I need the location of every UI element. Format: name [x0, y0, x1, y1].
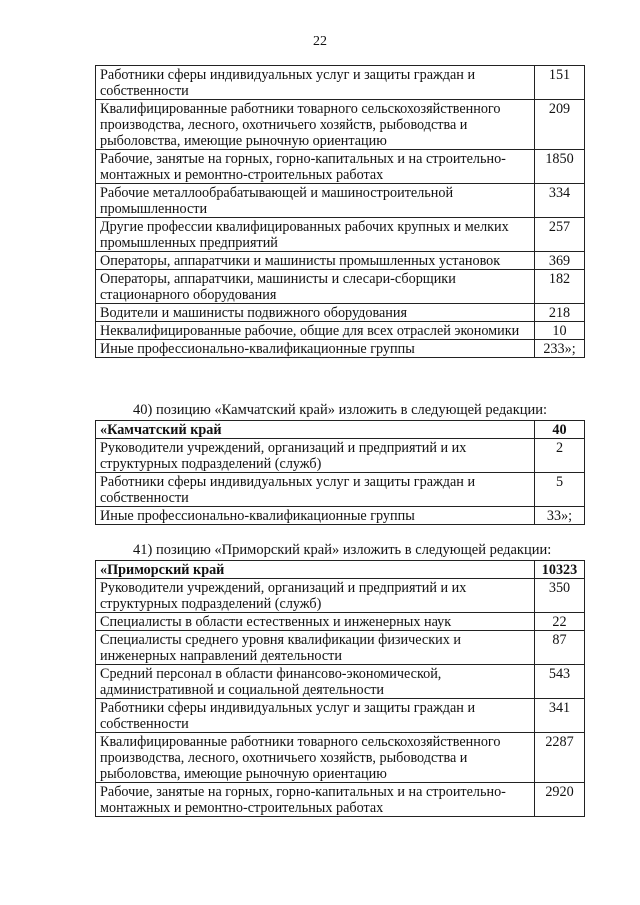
page-number: 22 — [313, 34, 327, 49]
primorsky-table — [95, 560, 585, 817]
paragraph-40-kamchatka: 40) позицию «Камчатский край» изложить в следующей редакции: — [133, 402, 548, 418]
table-row — [96, 218, 585, 252]
row-value: 257 — [535, 218, 585, 252]
row-value: 543 — [535, 665, 585, 699]
row-value: 22 — [535, 613, 585, 631]
row-label: Рабочие, занятые на горных, горно-капитальных и на строительно-монтажных и ремонтно-строительных работах — [96, 783, 535, 817]
table-row — [96, 340, 585, 358]
region-total: 10323 — [535, 561, 585, 579]
kamchatka-table — [95, 420, 585, 525]
table2-body — [96, 421, 585, 525]
table-row — [96, 473, 585, 507]
row-value: 341 — [535, 699, 585, 733]
table-row — [96, 507, 585, 525]
table-row — [96, 613, 585, 631]
table-row — [96, 270, 585, 304]
row-label: Водители и машинисты подвижного оборудования — [96, 304, 535, 322]
table-row — [96, 733, 585, 783]
row-value: 2920 — [535, 783, 585, 817]
table-row — [96, 579, 585, 613]
table-header-row — [96, 421, 585, 439]
row-label: Неквалифицированные рабочие, общие для всех отраслей экономики — [96, 322, 535, 340]
row-label: Другие профессии квалифицированных рабочих крупных и мелких промышленных предприятий — [96, 218, 535, 252]
row-label: Специалисты в области естественных и инженерных наук — [96, 613, 535, 631]
row-label: Специалисты среднего уровня квалификации физических и инженерных направлений деятельности — [96, 631, 535, 665]
region-total: 40 — [535, 421, 585, 439]
region-name: «Приморский край — [96, 561, 535, 579]
row-value: 233»; — [535, 340, 585, 358]
row-value: 10 — [535, 322, 585, 340]
row-value: 218 — [535, 304, 585, 322]
table-row — [96, 184, 585, 218]
row-value: 5 — [535, 473, 585, 507]
table3-body — [96, 561, 585, 817]
row-label: Квалифицированные работники товарного сельскохозяйственного производства, лесного, охотничьего хозяйств, рыбоводства и рыболовства, имеющие рыночную ориентацию — [96, 100, 535, 150]
table-row — [96, 150, 585, 184]
table-row — [96, 699, 585, 733]
row-label: Средний персонал в области финансово-экономической, административной и социальной деятельности — [96, 665, 535, 699]
row-value: 369 — [535, 252, 585, 270]
table-row — [96, 631, 585, 665]
table-header-row — [96, 561, 585, 579]
table-row — [96, 252, 585, 270]
row-label: Руководители учреждений, организаций и предприятий и их структурных подразделений (служб) — [96, 439, 535, 473]
row-value: 151 — [535, 66, 585, 100]
table-row — [96, 439, 585, 473]
row-label: Иные профессионально-квалификационные группы — [96, 340, 535, 358]
table-row — [96, 783, 585, 817]
row-value: 209 — [535, 100, 585, 150]
table-row — [96, 665, 585, 699]
row-label: Иные профессионально-квалификационные группы — [96, 507, 535, 525]
row-value: 2 — [535, 439, 585, 473]
row-value: 33»; — [535, 507, 585, 525]
row-label: Рабочие металлообрабатывающей и машиностроительной промышленности — [96, 184, 535, 218]
table-row — [96, 322, 585, 340]
row-label: Квалифицированные работники товарного сельскохозяйственного производства, лесного, охотничьего хозяйств, рыбоводства и рыболовства, имеющие рыночную ориентацию — [96, 733, 535, 783]
row-value: 87 — [535, 631, 585, 665]
paragraph-41-primorsky: 41) позицию «Приморский край» изложить в следующей редакции: — [133, 542, 552, 558]
row-label: Рабочие, занятые на горных, горно-капитальных и на строительно-монтажных и ремонтно-строительных работах — [96, 150, 535, 184]
table-row — [96, 66, 585, 100]
table-row — [96, 304, 585, 322]
table1-body — [96, 66, 585, 358]
occupations-table-continued — [95, 65, 585, 358]
region-name: «Камчатский край — [96, 421, 535, 439]
row-value: 182 — [535, 270, 585, 304]
row-label: Работники сферы индивидуальных услуг и защиты граждан и собственности — [96, 66, 535, 100]
row-label: Операторы, аппаратчики и машинисты промышленных установок — [96, 252, 535, 270]
row-value: 350 — [535, 579, 585, 613]
row-label: Работники сферы индивидуальных услуг и защиты граждан и собственности — [96, 473, 535, 507]
row-value: 1850 — [535, 150, 585, 184]
row-value: 334 — [535, 184, 585, 218]
row-label: Операторы, аппаратчики, машинисты и слесари-сборщики стационарного оборудования — [96, 270, 535, 304]
table-row — [96, 100, 585, 150]
row-label: Руководители учреждений, организаций и предприятий и их структурных подразделений (служб) — [96, 579, 535, 613]
row-label: Работники сферы индивидуальных услуг и защиты граждан и собственности — [96, 699, 535, 733]
row-value: 2287 — [535, 733, 585, 783]
